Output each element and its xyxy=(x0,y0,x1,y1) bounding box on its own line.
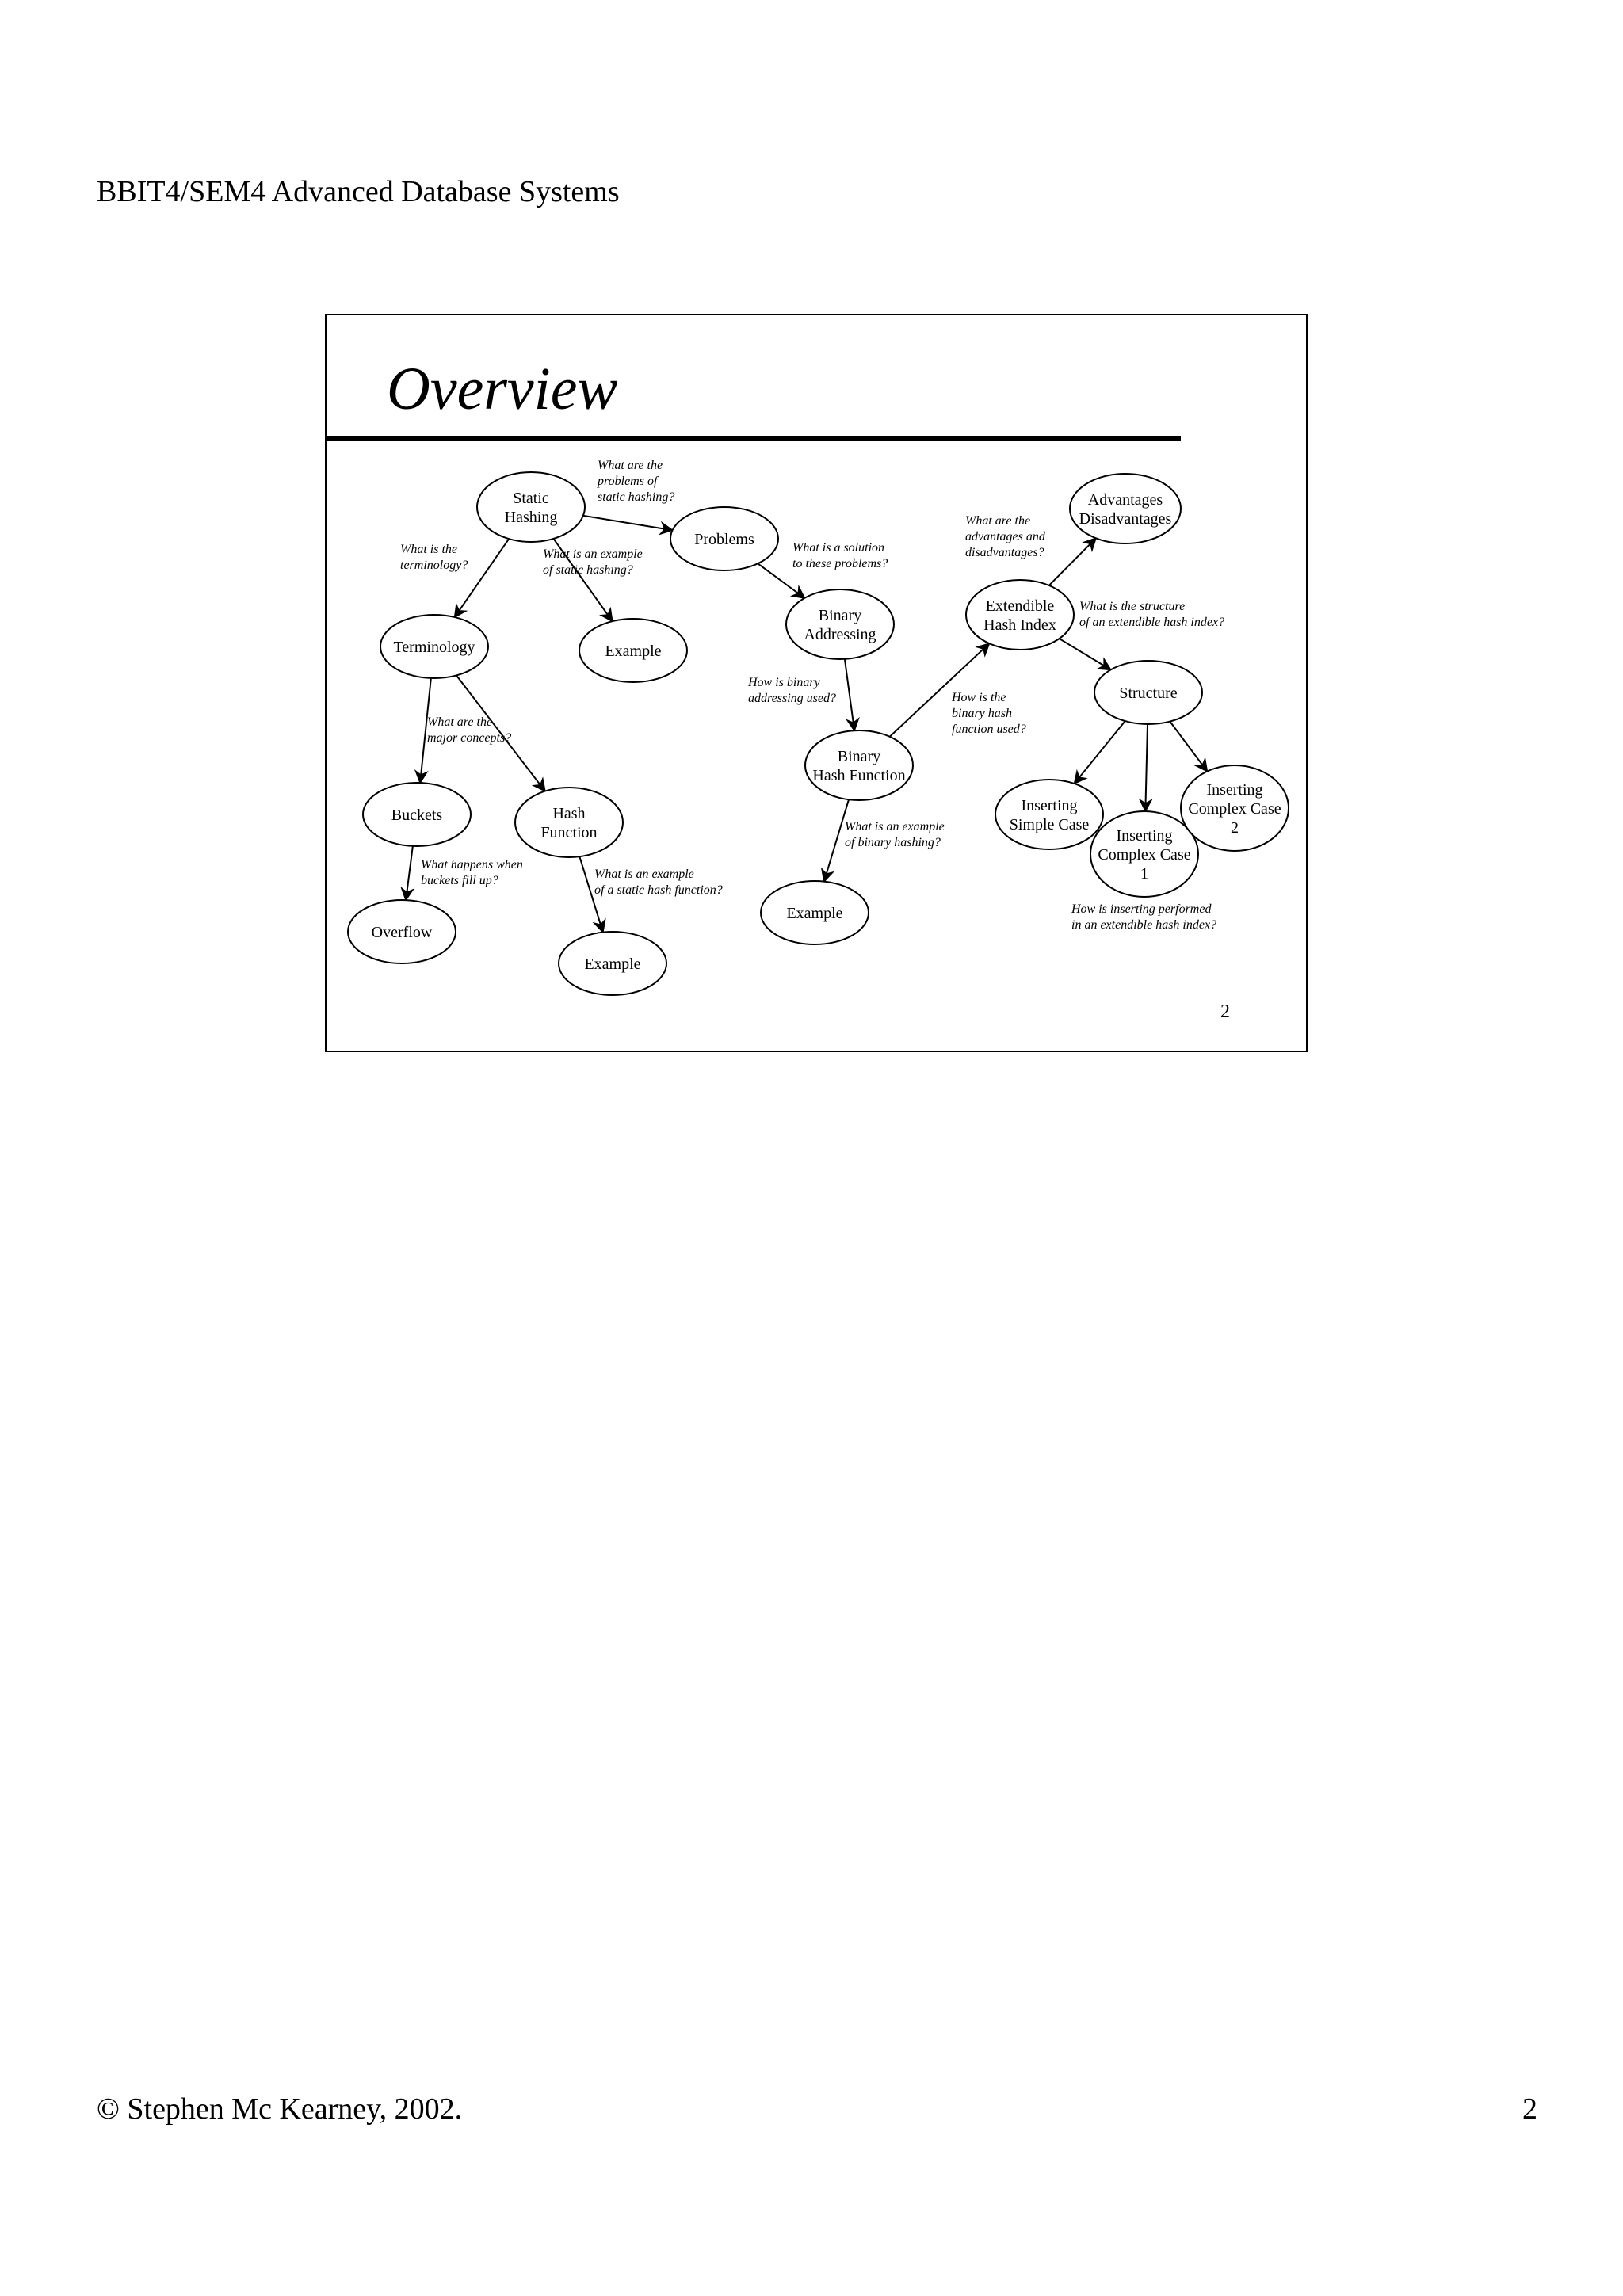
node-label: Inserting xyxy=(1021,797,1078,814)
question-example-static-q: What is an example of static hashing? xyxy=(543,547,643,577)
node-label: Complex Case xyxy=(1188,800,1281,818)
question-binary-addressing-q: How is binary addressing used? xyxy=(748,676,836,705)
node-ellipse xyxy=(995,780,1103,849)
node-example-hash-fn xyxy=(559,932,666,995)
node-inserting-simple xyxy=(995,780,1103,849)
node-label: Hash xyxy=(552,805,586,822)
question-structure-q: What is the structure of an extendible hash index? xyxy=(1079,600,1225,629)
node-label: 2 xyxy=(1231,819,1239,837)
question-example-binary-q: What is an example of binary hashing? xyxy=(845,820,945,849)
edge-binary_addressing-to-binary_hash_function xyxy=(845,659,854,730)
page-header-title: BBIT4/SEM4 Advanced Database Systems xyxy=(97,175,620,208)
node-overflow xyxy=(348,900,456,963)
edges xyxy=(406,516,1207,933)
node-label: Inserting xyxy=(1116,827,1173,845)
node-hash-function xyxy=(515,788,623,857)
question-binary-hash-used-q: How is the binary hash function used? xyxy=(952,691,1026,736)
node-label: Hashing xyxy=(504,509,558,526)
node-inserting-complex-2 xyxy=(1181,765,1289,851)
node-buckets xyxy=(363,783,471,846)
edge-extendible_hash_index-to-structure xyxy=(1060,639,1111,669)
node-label: Hash Function xyxy=(812,767,906,784)
node-label: Overflow xyxy=(371,924,433,941)
node-label: Example xyxy=(605,643,662,660)
node-ellipse xyxy=(515,788,623,857)
node-structure xyxy=(1094,661,1202,724)
question-inserting-q: How is inserting performed in an extendible hash index? xyxy=(1071,902,1217,932)
footer-page-number: 2 xyxy=(1522,2092,1537,2126)
node-label: Addressing xyxy=(804,626,876,643)
node-label: Static xyxy=(513,490,549,507)
edge-static_hashing-to-problems xyxy=(583,516,673,530)
node-label: Advantages xyxy=(1087,491,1163,509)
node-label: Example xyxy=(584,955,641,973)
edge-structure-to-inserting_complex_1 xyxy=(1145,724,1148,811)
node-ellipse xyxy=(966,580,1074,650)
edge-buckets-to-overflow xyxy=(406,846,413,900)
edge-terminology-to-buckets xyxy=(420,678,431,783)
node-ellipse xyxy=(786,589,894,659)
node-label: Example xyxy=(786,905,843,922)
edge-extendible_hash_index-to-advantages xyxy=(1049,538,1096,585)
node-binary-addressing xyxy=(786,589,894,659)
node-label: Function xyxy=(540,824,598,841)
node-ellipse xyxy=(805,730,913,800)
concept-map xyxy=(327,315,1309,1054)
slide-number: 2 xyxy=(1220,1001,1230,1022)
node-label: Structure xyxy=(1119,685,1178,702)
node-label: Binary xyxy=(837,748,881,765)
node-example-binary xyxy=(761,881,869,944)
node-label: Disadvantages xyxy=(1079,510,1172,528)
node-problems xyxy=(670,507,778,570)
node-label: Inserting xyxy=(1206,781,1263,799)
question-problems-of-static: What are the problems of static hashing? xyxy=(598,459,675,504)
node-binary-hash-function xyxy=(805,730,913,800)
node-label: Binary xyxy=(818,607,862,624)
node-extendible-hash-index xyxy=(966,580,1074,650)
node-label: 1 xyxy=(1140,865,1148,883)
node-ellipse xyxy=(477,472,585,542)
footer-copyright: © Stephen Mc Kearney, 2002. xyxy=(97,2092,463,2126)
node-ellipse xyxy=(1070,474,1181,543)
node-static-hashing xyxy=(477,472,585,542)
edge-structure-to-inserting_complex_2 xyxy=(1170,722,1207,772)
node-terminology xyxy=(380,615,488,678)
node-example-static xyxy=(579,619,687,682)
node-label: Hash Index xyxy=(983,616,1056,634)
node-label: Simple Case xyxy=(1009,816,1090,833)
edge-structure-to-inserting_simple xyxy=(1075,721,1125,784)
node-label: Complex Case xyxy=(1098,846,1191,864)
question-adv-disadv-q: What are the advantages and disadvantages? xyxy=(965,514,1045,559)
question-buckets-fill-q: What happens when buckets fill up? xyxy=(421,858,523,887)
slide xyxy=(325,314,1308,1052)
node-label: Terminology xyxy=(393,639,475,656)
question-solution-q: What is a solution to these problems? xyxy=(792,541,888,570)
node-label: Buckets xyxy=(391,807,443,824)
slide-title: Overview xyxy=(387,356,618,422)
question-terminology-q: What is the terminology? xyxy=(400,543,468,572)
node-label: Problems xyxy=(694,531,754,548)
node-label: Extendible xyxy=(985,597,1055,615)
question-major-concepts-q: What are the major concepts? xyxy=(427,715,512,745)
node-advantages xyxy=(1070,474,1181,543)
node-inserting-complex-1 xyxy=(1090,811,1198,897)
question-example-hash-fn-q: What is an example of a static hash function? xyxy=(594,868,723,897)
edge-static_hashing-to-terminology xyxy=(455,539,509,617)
